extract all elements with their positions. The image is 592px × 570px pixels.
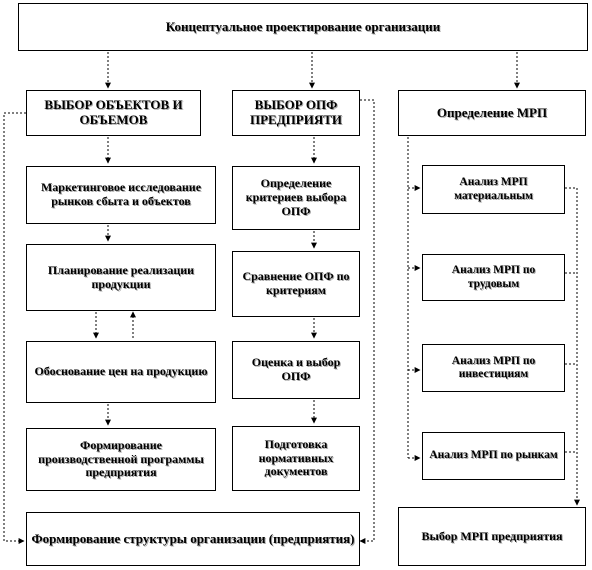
- col2-compare-box: [232, 251, 360, 317]
- col3-header-box: [398, 90, 586, 136]
- col1-pricing-label: Обоснование цен на продукцию: [34, 364, 208, 379]
- col3-material-label: Анализ МРП материальным: [454, 176, 533, 202]
- col3-result-box: [398, 507, 586, 566]
- col2-criteria-label: Определение критериев выбора ОПФ: [245, 176, 347, 218]
- col2-criteria-box: [232, 166, 360, 230]
- col3-invest-box: [422, 344, 565, 392]
- bottom-structure-box: [26, 512, 360, 566]
- col3-markets-box: [422, 432, 565, 480]
- bottom-structure-label: Формирование структуры организации (предприятия): [31, 530, 355, 546]
- col1-pricing-box: [26, 341, 216, 403]
- arrow-col1-left-to-bottom: [4, 113, 26, 541]
- col1-program-box: [26, 428, 216, 491]
- col3-markets-label: Анализ МРП по рынкам: [429, 449, 558, 462]
- col1-planning-box: [26, 244, 216, 311]
- col3-invest-label: Анализ МРП по инвестициям: [451, 354, 536, 380]
- col2-header-label: ВЫБОР ОПФ ПРЕДПРИЯТИ: [249, 97, 342, 127]
- col2-docs-label: Подготовка нормативных документов: [258, 436, 334, 479]
- col2-select-box: [232, 341, 360, 399]
- col1-header-label: ВЫБОР ОБЪЕКТОВ И ОБЪЕМОВ: [44, 97, 183, 127]
- col3-header-label: Определение МРП: [436, 104, 548, 120]
- col1-program-label: Формирование производственной программы предприятия: [38, 437, 204, 480]
- col3-labor-box: [422, 254, 565, 301]
- col2-select-label: Оценка и выбор ОПФ: [251, 355, 341, 383]
- col1-planning-label: Планирование реализации продукции: [47, 262, 195, 291]
- col2-docs-box: [232, 426, 360, 491]
- col3-result-label: Выбор МРП предприятия: [421, 528, 563, 543]
- col1-marketing-label: Маркетинговое исследование рынков сбыта и объектов: [40, 180, 202, 208]
- col2-header-box: [232, 90, 360, 136]
- col3-material-box: [422, 165, 565, 214]
- col3-labor-label: Анализ МРП по трудовым: [451, 264, 536, 290]
- col2-compare-label: Сравнение ОПФ по критериям: [242, 269, 350, 297]
- top-concept-label: Концептуальное проектирование организации: [165, 18, 441, 34]
- top-concept-box: [18, 3, 588, 51]
- col1-header-box: [26, 90, 201, 136]
- col1-marketing-box: [26, 166, 216, 224]
- arrow-col2-right-to-bottom: [360, 100, 374, 541]
